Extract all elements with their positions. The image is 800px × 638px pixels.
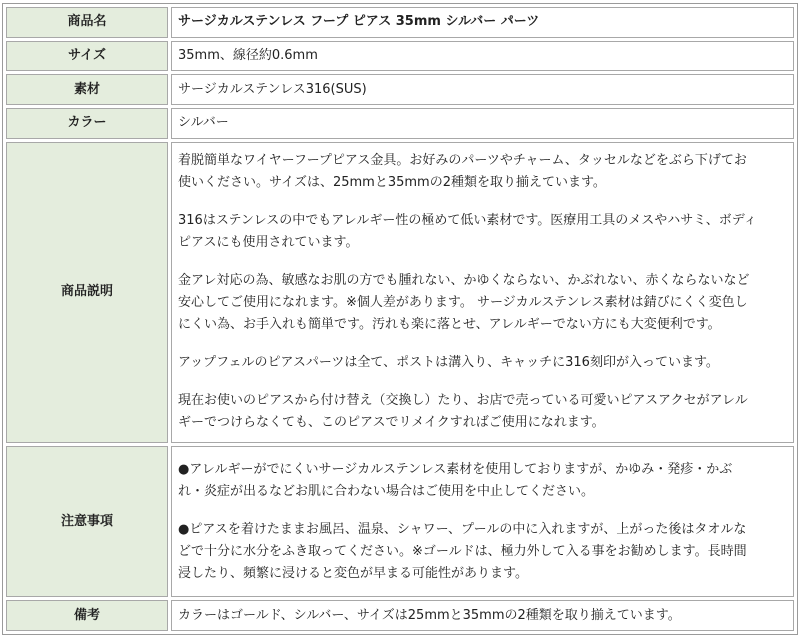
label-remarks: 備考 [6,600,168,631]
description-line: ピアスにも使用されています。 [178,235,359,251]
description-line: 現在お使いのピアスから付け替え（交換し）たり、お店で売っている可愛いピアスアクセがアレル [178,393,748,409]
label-description: 商品説明 [6,142,168,443]
spec-table [3,4,797,634]
label-product-name: 商品名 [6,7,168,38]
notes-line: どで十分に水分をふき取ってください。※ゴールドは、極力外して入る事をお勧めします。長時間 [178,543,747,559]
value-notes [171,446,794,598]
description-line: にくい為、お手入れも簡単です。汚れも楽に落とせ、アレルギーでない方にも大変便利です。 [178,317,721,333]
value-remarks: カラーはゴールド、シルバー、サイズは25mmと35mmの2種類を取り揃えています。 [171,600,794,631]
description-line: 着脱簡単なワイヤーフープピアス金具。お好みのパーツやチャーム、タッセルなどをぶら下げてお [178,153,747,169]
value-product-name: サージカルステンレス フープ ピアス 35mm シルバー パーツ [171,7,794,38]
description-line: ギーでつけらなくても、このピアスでリメイクすればご使用になれます。 [178,415,605,431]
notes-line: ●ピアスを着けたままお風呂、温泉、シャワー、プールの中に入れますが、上がった後はタオルな [178,521,747,537]
description-line: 金アレ対応の為、敏感なお肌の方でも腫れない、かゆくならない、かぶれない、赤くならないなど [178,273,750,289]
row-remarks [6,600,794,631]
label-color: カラー [6,108,168,139]
value-description [171,142,794,443]
description-line: 使いください。サイズは、25mmと35mmの2種類を取り揃えています。 [178,175,606,191]
description-paragraph [178,270,787,336]
notes-paragraph [178,459,787,503]
description-paragraph [178,390,787,434]
product-spec-table [2,3,798,635]
description-paragraph [178,352,787,374]
row-size [6,41,794,72]
notes-paragraph [178,519,787,585]
description-paragraph [178,210,787,254]
row-color [6,108,794,139]
description-paragraph [178,150,787,194]
description-line: 安心してご使用になれます。※個人差があります。 サージカルステンレス素材は錆びにくく変色し [178,295,748,311]
description-line: アップフェルのピアスパーツは全て、ポストは溝入り、キャッチに316刻印が入っています。 [178,355,719,371]
notes-line: ●アレルギーがでにくいサージカルステンレス素材を使用しておりますが、かゆみ・発疹・かぶ [178,461,733,477]
value-size: 35mm、線径約0.6mm [171,41,794,72]
row-notes [6,446,794,598]
notes-line: れ・炎症が出るなどお肌に合わない場合はご使用を中止してください。 [178,483,595,499]
value-color: シルバー [171,108,794,139]
label-notes: 注意事項 [6,446,168,598]
row-description [6,142,794,443]
notes-line: 浸したり、頻繁に浸けると変色が早まる可能性があります。 [178,565,528,581]
row-product-name [6,7,794,38]
description-line: 316はステンレスの中でもアレルギー性の極めて低い素材です。医療用工具のメスやハサミ、ボディ [178,213,757,229]
value-material: サージカルステンレス316(SUS) [171,74,794,105]
label-material: 素材 [6,74,168,105]
row-material [6,74,794,105]
label-size: サイズ [6,41,168,72]
